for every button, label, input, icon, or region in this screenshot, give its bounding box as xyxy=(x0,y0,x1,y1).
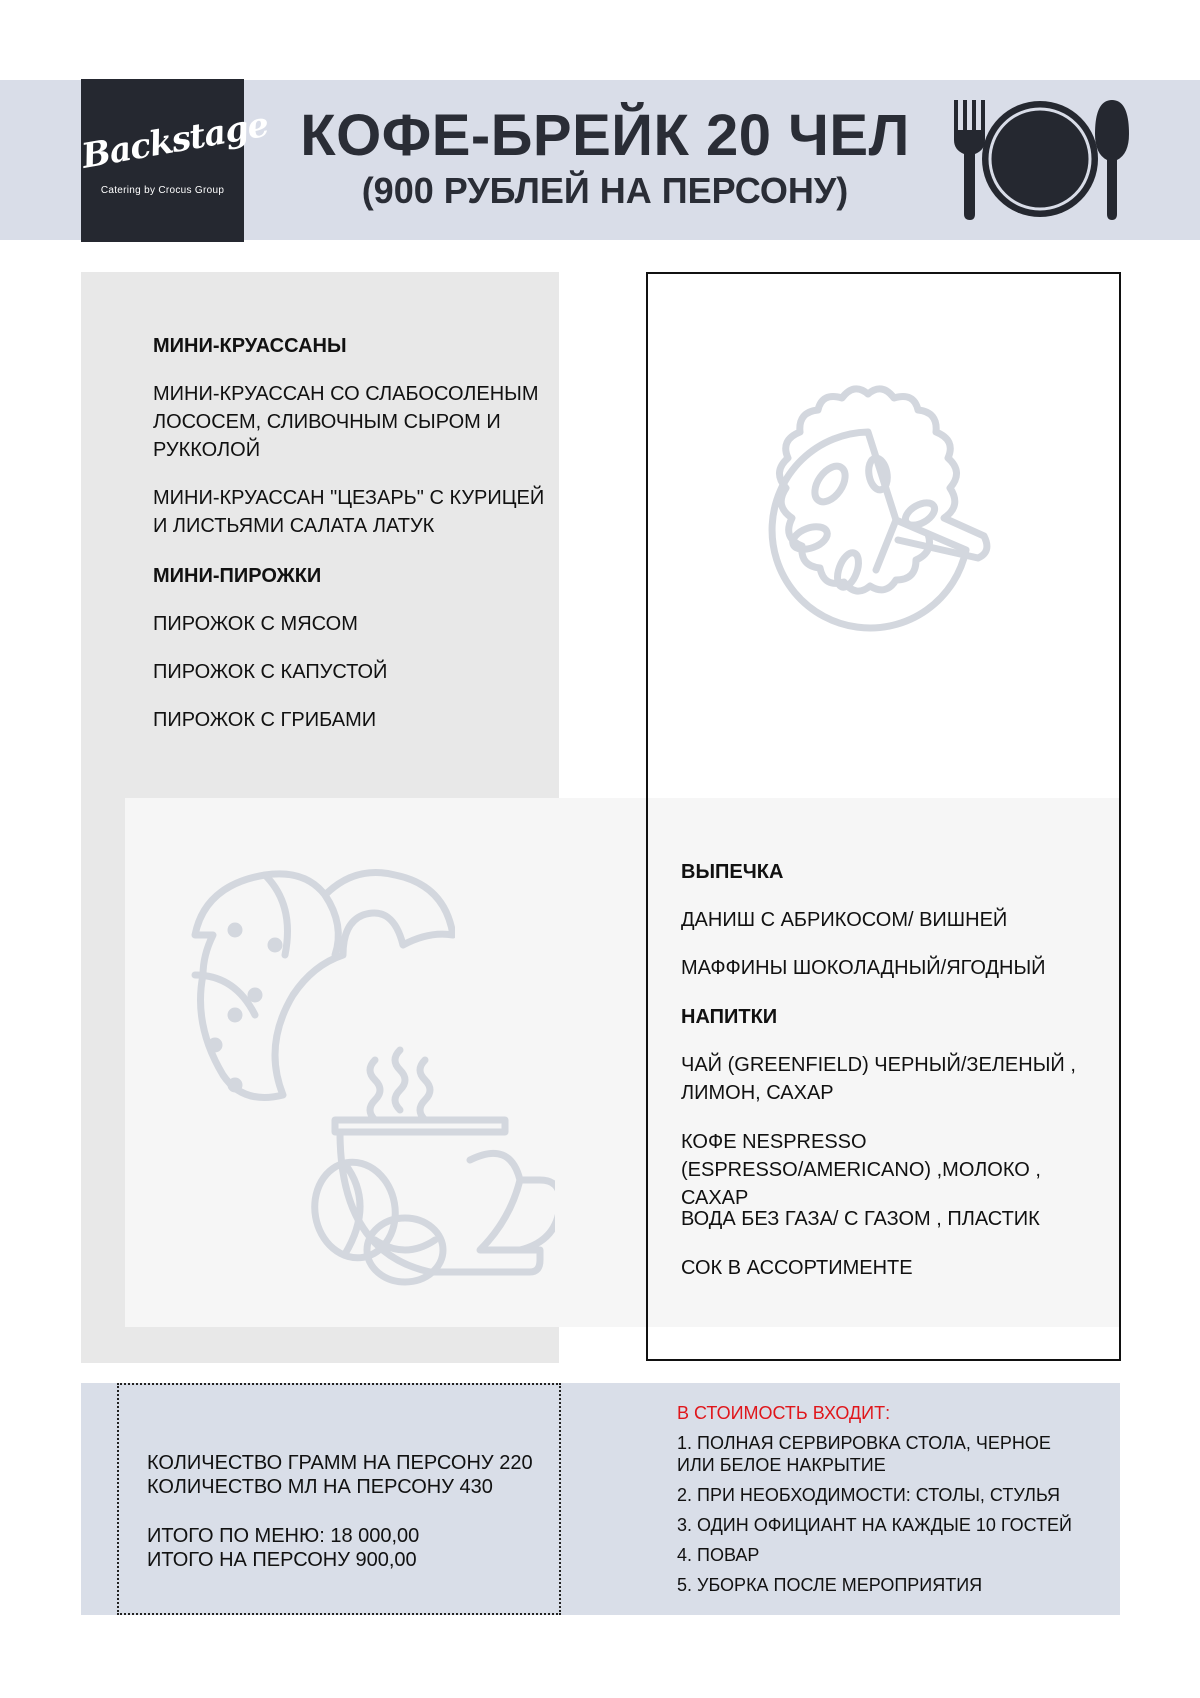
menu-item: МАФФИНЫ ШОКОЛАДНЫЙ/ЯГОДНЫЙ xyxy=(681,957,1046,979)
grams-per-person: КОЛИЧЕСТВО ГРАММ НА ПЕРСОНУ 220 xyxy=(147,1452,533,1474)
pie-icon xyxy=(718,380,1018,680)
menu-item: ЧАЙ (GREENFIELD) ЧЕРНЫЙ/ЗЕЛЕНЫЙ , ЛИМОН, САХАР xyxy=(681,1054,1076,1104)
brand-logo xyxy=(78,79,272,242)
menu-item: ПИРОЖОК С КАПУСТОЙ xyxy=(153,661,388,683)
page-subtitle: (900 РУБЛЕЙ НА ПЕРСОНУ) xyxy=(361,170,849,211)
per-person-total: ИТОГО НА ПЕРСОНУ 900,00 xyxy=(147,1549,417,1571)
menu-heading: ВЫПЕЧКА xyxy=(681,861,784,883)
menu-item: КОФЕ NESPRESSO (ESPRESSO/AMERICANO) ,МОЛОКО , САХАР xyxy=(681,1131,1041,1209)
menu-item: МИНИ-КРУАССАН СО СЛАБОСОЛЕНЫМ ЛОСОСЕМ, СЛИВОЧНЫМ СЫРОМ И РУККОЛОЙ xyxy=(153,383,539,461)
menu-item: МИНИ-КРУАССАН "ЦЕЗАРЬ" С КУРИЦЕЙ И ЛИСТЬЯМИ САЛАТА ЛАТУК xyxy=(153,487,545,537)
menu-total: ИТОГО ПО МЕНЮ: 18 000,00 xyxy=(147,1525,420,1547)
totals-box xyxy=(117,1383,561,1615)
included-item: 4. ПОВАР xyxy=(677,1545,760,1565)
page-title: КОФЕ-БРЕЙК 20 ЧЕЛ xyxy=(300,103,910,168)
ml-per-person: КОЛИЧЕСТВО МЛ НА ПЕРСОНУ 430 xyxy=(147,1476,493,1498)
menu-item: ПИРОЖОК С МЯСОМ xyxy=(153,613,358,635)
coffee-cup-icon xyxy=(285,1040,555,1300)
menu-item: ПИРОЖОК С ГРИБАМИ xyxy=(153,709,377,731)
tableware-icon xyxy=(950,96,1130,222)
included-item: 5. УБОРКА ПОСЛЕ МЕРОПРИЯТИЯ xyxy=(677,1575,983,1595)
menu-item: ВОДА БЕЗ ГАЗА/ С ГАЗОМ , ПЛАСТИК xyxy=(681,1208,1040,1230)
logo-subtitle: Catering by Crocus Group xyxy=(100,185,225,196)
menu-heading: МИНИ-КРУАССАНЫ xyxy=(153,335,347,357)
logo-script: Backstage xyxy=(78,104,272,177)
included-item: 1. ПОЛНАЯ СЕРВИРОВКА СТОЛА, ЧЕРНОЕ ИЛИ БЕЛОЕ НАКРЫТИЕ xyxy=(677,1433,1051,1475)
included-item: 3. ОДИН ОФИЦИАНТ НА КАЖДЫЕ 10 ГОСТЕЙ xyxy=(677,1515,1072,1535)
menu-heading: МИНИ-ПИРОЖКИ xyxy=(153,565,322,587)
included-item: 2. ПРИ НЕОБХОДИМОСТИ: СТОЛЫ, СТУЛЬЯ xyxy=(677,1485,1060,1505)
menu-item: СОК В АССОРТИМЕНТЕ xyxy=(681,1257,913,1279)
menu-item: ДАНИШ С АБРИКОСОМ/ ВИШНЕЙ xyxy=(681,909,1008,931)
menu-heading: НАПИТКИ xyxy=(681,1006,778,1028)
included-title: В СТОИМОСТЬ ВХОДИТ: xyxy=(677,1403,891,1423)
